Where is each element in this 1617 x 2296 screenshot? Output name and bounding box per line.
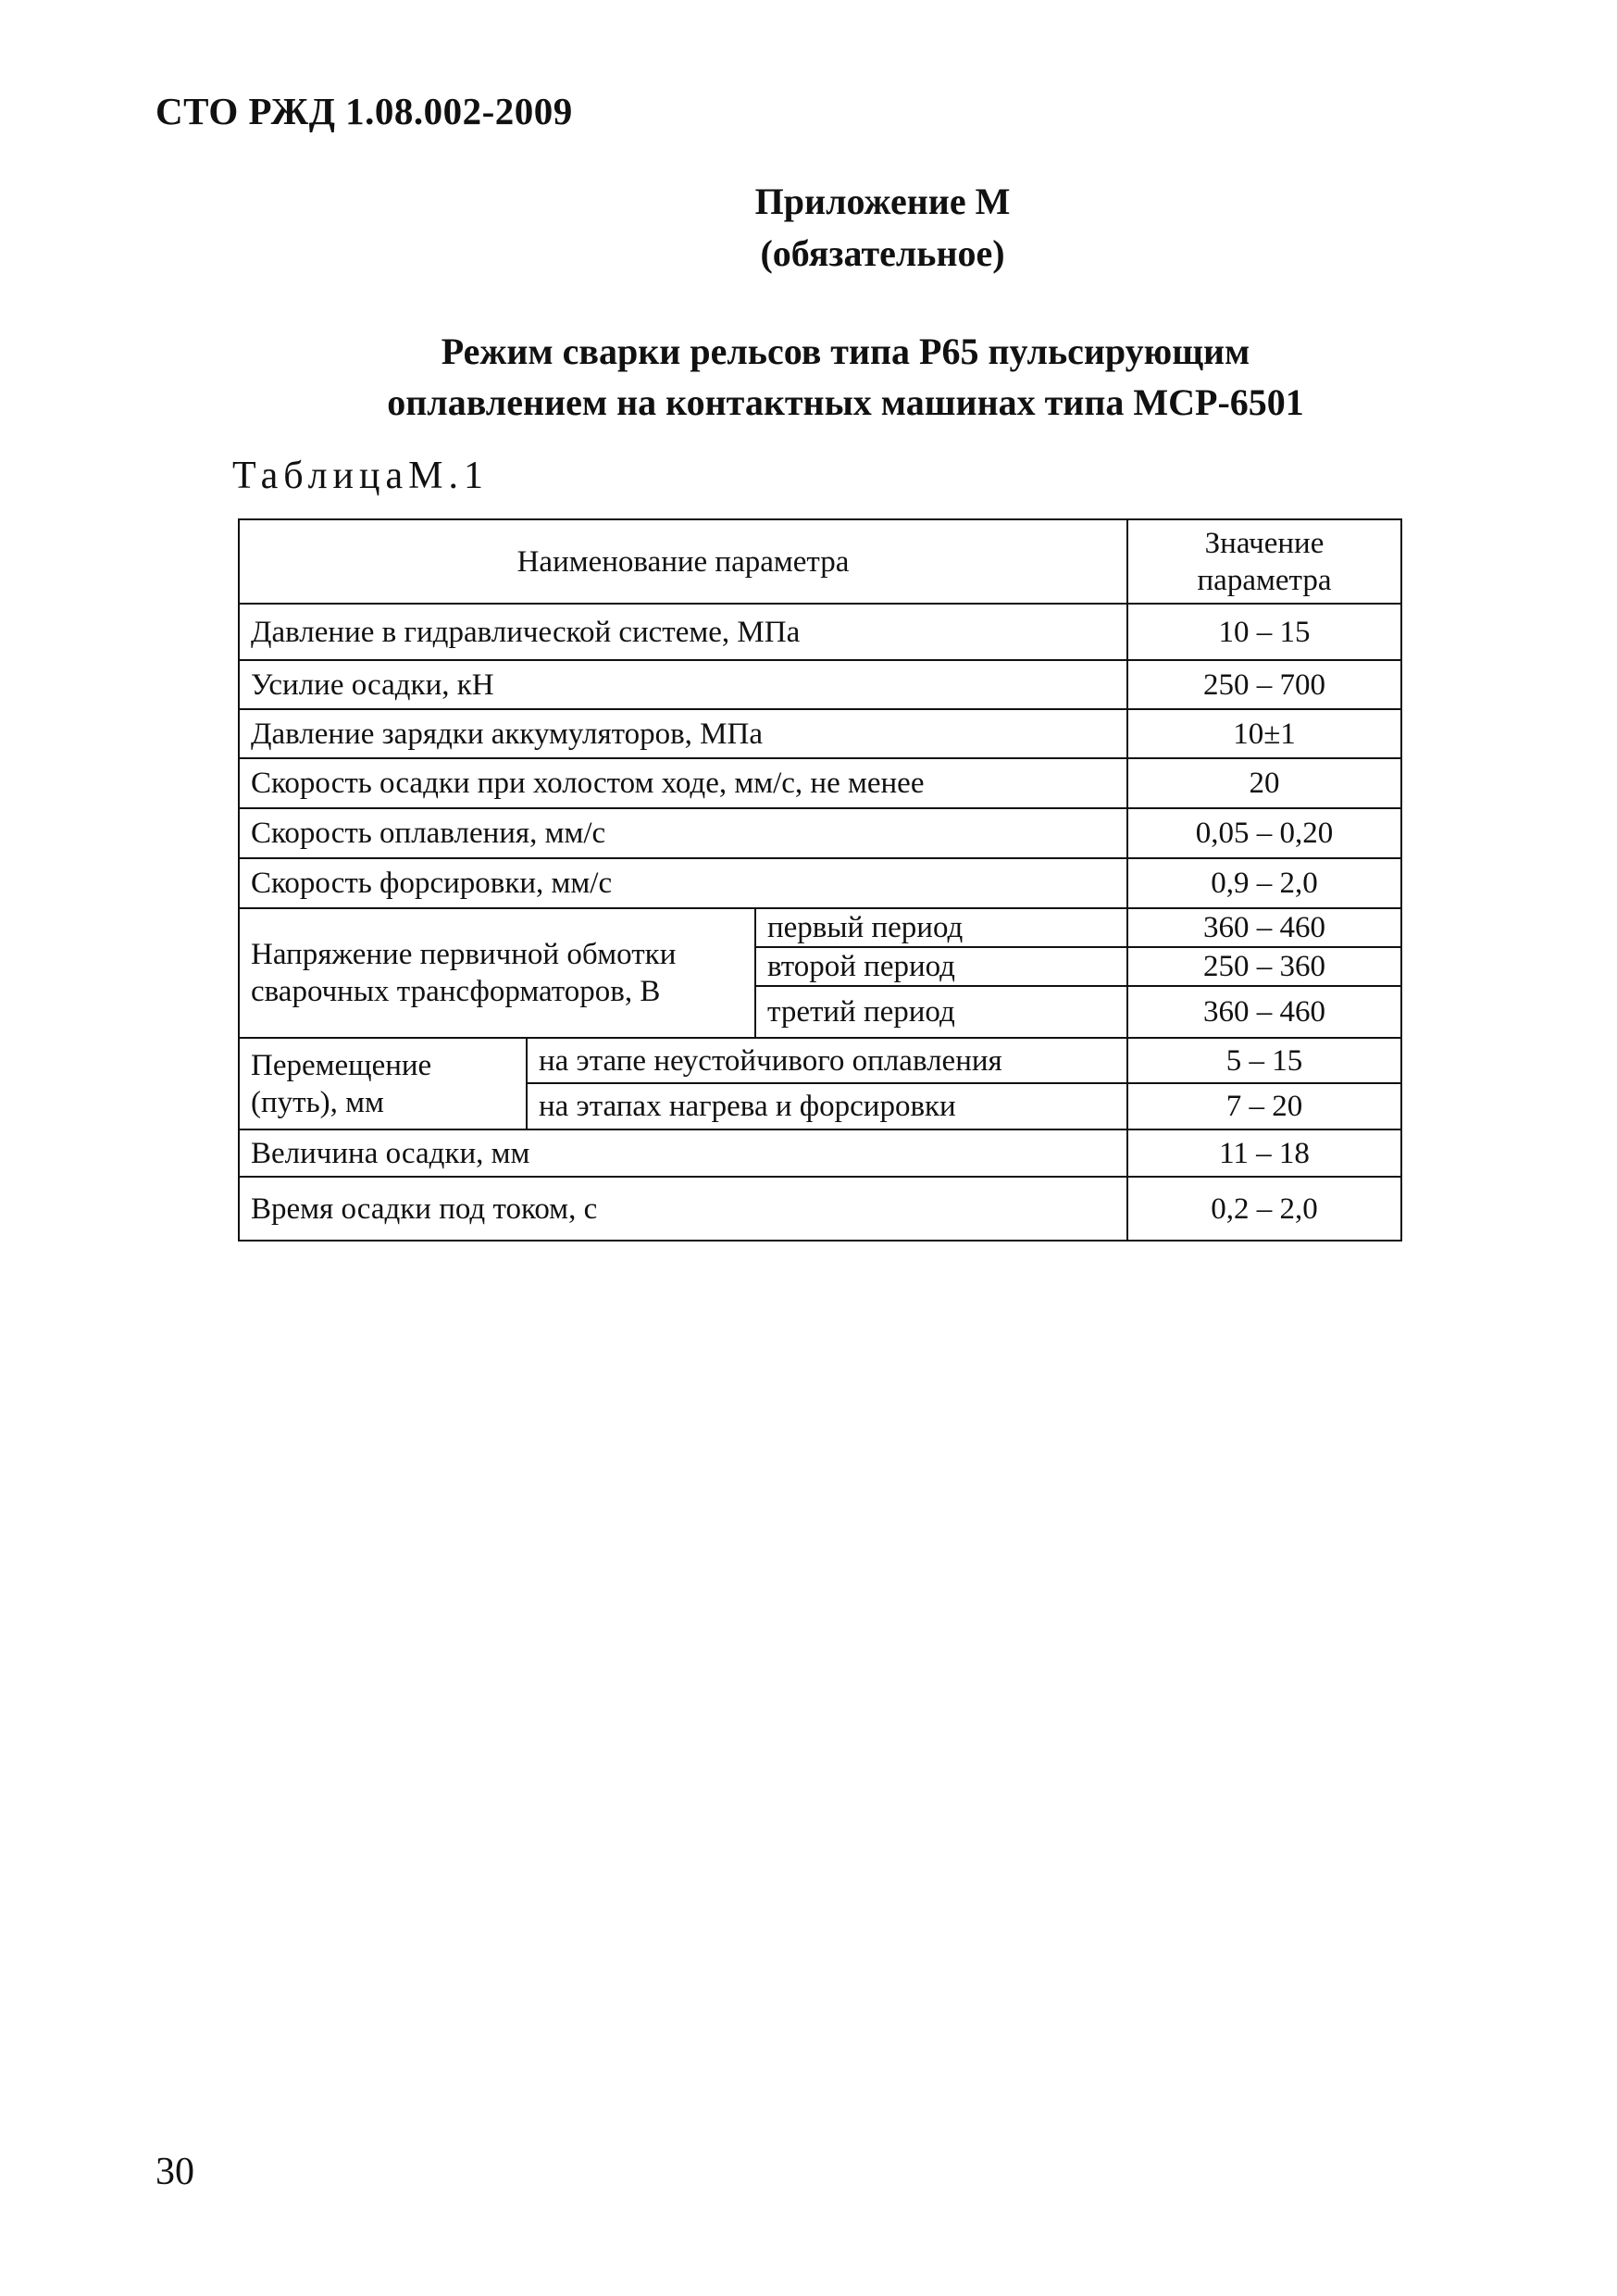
table-row: [239, 858, 1401, 908]
row-value: 0,05 – 0,20: [1127, 808, 1401, 858]
page-number: 30: [155, 2151, 194, 2193]
table-row: [239, 1038, 1401, 1083]
table-row: [239, 1177, 1401, 1241]
table-row: [239, 1129, 1401, 1177]
row-label: Скорость оплавления, мм/с: [239, 808, 1127, 858]
document-code: СТО РЖД 1.08.002-2009: [155, 90, 573, 132]
period-value: 250 – 360: [1127, 947, 1401, 986]
row-label: Величина осадки, мм: [239, 1129, 1127, 1177]
row-label: Скорость осадки при холостом ходе, мм/с, не менее: [239, 758, 1127, 808]
header-parameter-value: Значение параметра: [1127, 519, 1401, 604]
stage-value: 5 – 15: [1127, 1038, 1401, 1083]
appendix-status: (обязательное): [760, 232, 1005, 274]
table-row: [239, 808, 1401, 858]
displacement-label: Перемещение (путь), мм: [239, 1038, 527, 1129]
row-label: Давление зарядки аккумуляторов, МПа: [239, 709, 1127, 758]
section-heading: [0, 326, 1617, 428]
row-label: Время осадки под током, с: [239, 1177, 1127, 1241]
table-row: [239, 709, 1401, 758]
row-value: 20: [1127, 758, 1401, 808]
row-label: Усилие осадки, кН: [239, 660, 1127, 709]
period-value: 360 – 460: [1127, 908, 1401, 947]
appendix-title: Приложение М: [754, 181, 1011, 222]
stage-value: 7 – 20: [1127, 1083, 1401, 1129]
appendix-heading: [0, 176, 1617, 280]
stage-label: на этапе неустойчивого оплавления: [527, 1038, 1127, 1083]
row-value: 10±1: [1127, 709, 1401, 758]
table-caption: ТаблицаМ.1: [232, 455, 489, 497]
period-label: первый период: [755, 908, 1127, 947]
parameters-table: [238, 518, 1402, 1242]
table-row: [239, 660, 1401, 709]
period-label: третий период: [755, 986, 1127, 1038]
row-value: 250 – 700: [1127, 660, 1401, 709]
table-row: [239, 908, 1401, 947]
period-label: второй период: [755, 947, 1127, 986]
voltage-label: Напряжение первичной обмотки сварочных трансформаторов, В: [239, 908, 755, 1038]
row-value: 0,2 – 2,0: [1127, 1177, 1401, 1241]
table-row: [239, 604, 1401, 660]
stage-label: на этапах нагрева и форсировки: [527, 1083, 1127, 1129]
row-value: 10 – 15: [1127, 604, 1401, 660]
table-header-row: [239, 519, 1401, 604]
row-value: 11 – 18: [1127, 1129, 1401, 1177]
table-row: [239, 758, 1401, 808]
header-parameter-name: Наименование параметра: [239, 519, 1127, 604]
period-value: 360 – 460: [1127, 986, 1401, 1038]
row-label: Скорость форсировки, мм/с: [239, 858, 1127, 908]
row-label: Давление в гидравлической системе, МПа: [239, 604, 1127, 660]
row-value: 0,9 – 2,0: [1127, 858, 1401, 908]
section-title-line-1: Режим сварки рельсов типа Р65 пульсирующим: [441, 331, 1250, 372]
section-title-line-2: оплавлением на контактных машинах типа МСР-6501: [387, 381, 1304, 423]
